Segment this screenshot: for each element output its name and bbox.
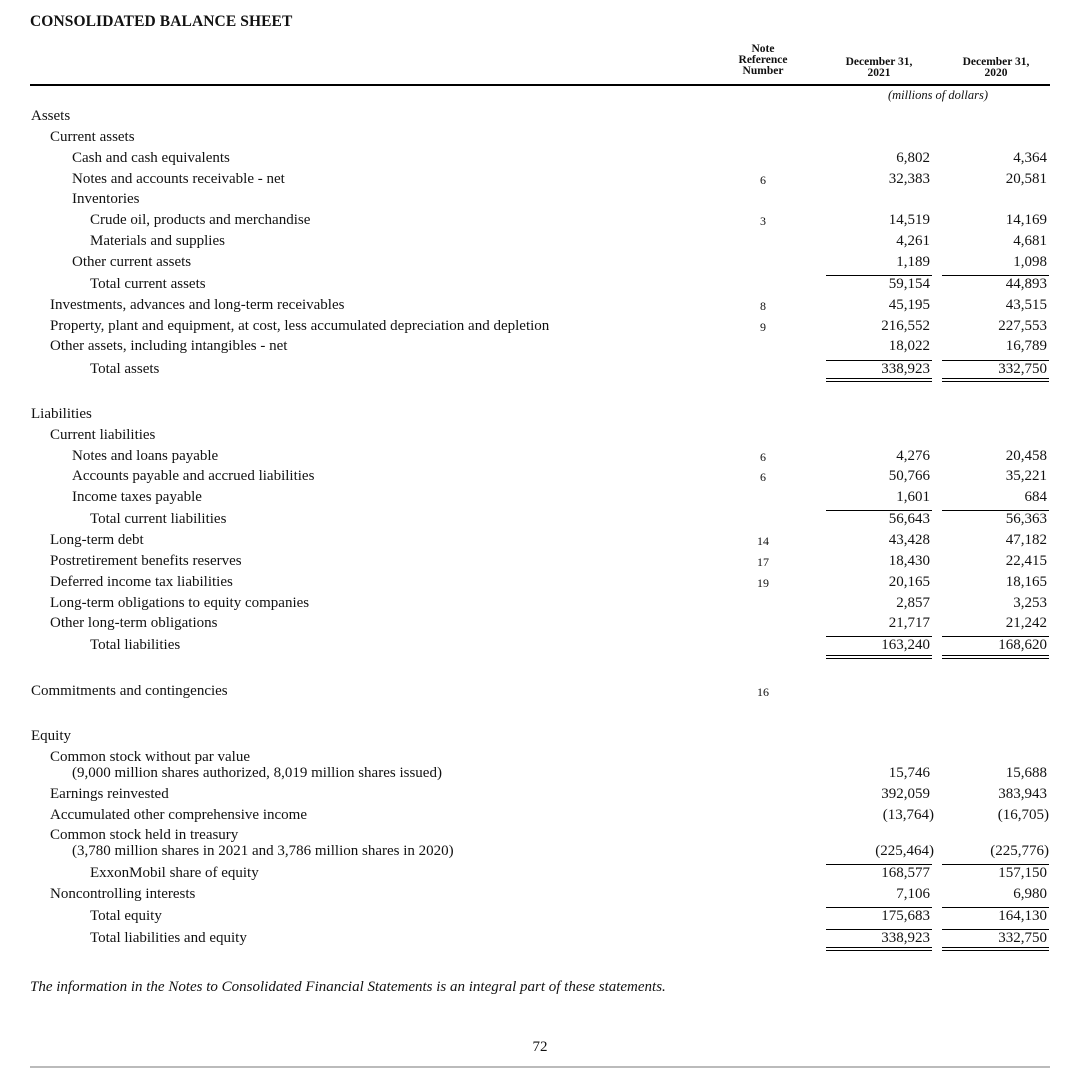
table-row bbox=[0, 615, 1080, 636]
value-2020: 14,169 bbox=[1005, 212, 1047, 228]
value-2021: 175,683 bbox=[881, 908, 930, 924]
note-reference: 17 bbox=[757, 555, 769, 569]
value-2021: 21,717 bbox=[888, 615, 930, 631]
row-label: Equity bbox=[31, 728, 71, 744]
value-2020: 56,363 bbox=[1005, 511, 1047, 527]
table-row bbox=[0, 254, 1080, 275]
value-2021: 338,923 bbox=[881, 361, 930, 377]
value-2021: 15,746 bbox=[888, 765, 930, 781]
value-2020: 20,458 bbox=[1005, 448, 1047, 464]
row-label: Notes and loans payable bbox=[72, 448, 219, 464]
value-2021: 59,154 bbox=[888, 276, 930, 292]
value-2020: 4,364 bbox=[1013, 150, 1047, 166]
row-label: Long-term debt bbox=[50, 532, 144, 548]
value-2021: 4,261 bbox=[896, 233, 930, 249]
note-reference: 6 bbox=[760, 173, 766, 187]
row-label: Total liabilities and equity bbox=[90, 930, 247, 946]
header-line: 2020 bbox=[984, 67, 1008, 79]
subtotal-row bbox=[0, 511, 1080, 532]
row-label: Income taxes payable bbox=[72, 489, 202, 505]
table-row bbox=[0, 297, 1080, 318]
value-2020: 4,681 bbox=[1013, 233, 1047, 249]
row-label: Assets bbox=[31, 108, 71, 124]
row-label: Commitments and contingencies bbox=[31, 683, 228, 699]
subtotal-row bbox=[0, 276, 1080, 297]
row-label: Total current liabilities bbox=[90, 511, 227, 527]
value-2021: 45,195 bbox=[888, 297, 930, 313]
value-2020: 168,620 bbox=[998, 637, 1047, 653]
value-2020: 383,943 bbox=[998, 786, 1047, 802]
subtotal-row bbox=[0, 865, 1080, 886]
section-heading-liabilities bbox=[0, 406, 1080, 427]
subsection-heading bbox=[0, 191, 1080, 212]
double-underline bbox=[826, 947, 932, 951]
note-reference: 6 bbox=[760, 450, 766, 464]
row-label: Common stock held in treasury bbox=[50, 827, 239, 843]
table-row bbox=[0, 212, 1080, 233]
table-row bbox=[0, 595, 1080, 616]
row-label: Current assets bbox=[50, 129, 135, 145]
table-row bbox=[0, 827, 1080, 864]
value-2020: 157,150 bbox=[998, 865, 1047, 881]
row-label: Accounts payable and accrued liabilities bbox=[72, 468, 315, 484]
row-label: Other long-term obligations bbox=[50, 615, 218, 631]
value-2021: 18,430 bbox=[888, 553, 930, 569]
value-2020: 164,130 bbox=[998, 908, 1047, 924]
header-line: 2021 bbox=[867, 67, 891, 79]
note-reference-header bbox=[728, 44, 798, 77]
value-2020: 44,893 bbox=[1005, 276, 1047, 292]
row-label: Investments, advances and long-term receivables bbox=[50, 297, 345, 313]
value-2021: 56,643 bbox=[888, 511, 930, 527]
row-label: Cash and cash equivalents bbox=[72, 150, 230, 166]
value-2021: 18,022 bbox=[888, 338, 930, 354]
value-2021: 392,059 bbox=[881, 786, 930, 802]
note-reference: 14 bbox=[757, 534, 769, 548]
double-underline bbox=[826, 378, 932, 382]
subsection-heading bbox=[0, 427, 1080, 448]
note-reference: 19 bbox=[757, 576, 769, 590]
value-2020: 20,581 bbox=[1005, 171, 1047, 187]
row-label: Notes and accounts receivable - net bbox=[72, 171, 285, 187]
value-2021: 32,383 bbox=[888, 171, 930, 187]
row-sublabel: (3,780 million shares in 2021 and 3,786 million shares in 2020) bbox=[72, 843, 454, 859]
row-label: Postretirement benefits reserves bbox=[50, 553, 242, 569]
units-caption: (millions of dollars) bbox=[887, 88, 988, 102]
value-2020: 332,750 bbox=[998, 930, 1047, 946]
header-line: Note bbox=[751, 43, 775, 55]
row-label: Deferred income tax liabilities bbox=[50, 574, 233, 590]
note-reference: 16 bbox=[757, 685, 769, 699]
value-2021: 7,106 bbox=[896, 886, 930, 902]
value-2021: 2,857 bbox=[896, 595, 930, 611]
double-underline bbox=[942, 947, 1049, 951]
row-label: Liabilities bbox=[31, 406, 92, 422]
subtotal-row bbox=[0, 908, 1080, 929]
page-number: 72 bbox=[532, 1039, 548, 1055]
row-label: Long-term obligations to equity companies bbox=[50, 595, 310, 611]
note-reference: 8 bbox=[760, 299, 766, 313]
row-label: Noncontrolling interests bbox=[50, 886, 196, 902]
value-2021: 1,601 bbox=[896, 489, 930, 505]
subsection-heading bbox=[0, 129, 1080, 150]
section-heading-assets bbox=[0, 108, 1080, 129]
row-label: Other assets, including intangibles - net bbox=[50, 338, 288, 354]
table-row bbox=[0, 807, 1080, 828]
page-title: CONSOLIDATED BALANCE SHEET bbox=[30, 13, 293, 30]
value-2021: 216,552 bbox=[881, 318, 930, 334]
value-2021: (225,464) bbox=[875, 843, 934, 859]
value-2020: 15,688 bbox=[1005, 765, 1047, 781]
value-2020: 35,221 bbox=[1005, 468, 1047, 484]
table-row bbox=[0, 338, 1080, 359]
header-line: December 31, bbox=[845, 56, 913, 68]
table-row bbox=[0, 574, 1080, 595]
value-2020: 6,980 bbox=[1013, 886, 1047, 902]
double-underline bbox=[942, 378, 1049, 382]
footer-rule bbox=[30, 1066, 1050, 1068]
header-line: Number bbox=[742, 65, 784, 77]
value-2021: 43,428 bbox=[888, 532, 930, 548]
note-reference: 9 bbox=[760, 320, 766, 334]
value-2021: 1,189 bbox=[896, 254, 930, 270]
row-label: ExxonMobil share of equity bbox=[90, 865, 259, 881]
row-label: Total liabilities bbox=[90, 637, 181, 653]
value-2020: 18,165 bbox=[1005, 574, 1047, 590]
row-label: Other current assets bbox=[72, 254, 192, 270]
row-label: Crude oil, products and merchandise bbox=[90, 212, 311, 228]
table-row bbox=[0, 786, 1080, 807]
note-reference: 6 bbox=[760, 470, 766, 484]
value-2021: 20,165 bbox=[888, 574, 930, 590]
row-label: Total equity bbox=[90, 908, 162, 924]
value-2020: 1,098 bbox=[1013, 254, 1047, 270]
table-row bbox=[0, 886, 1080, 907]
table-row bbox=[0, 448, 1080, 469]
header-line: December 31, bbox=[962, 56, 1030, 68]
row-label: Total current assets bbox=[90, 276, 206, 292]
row-label: Common stock without par value bbox=[50, 749, 250, 765]
row-label: Materials and supplies bbox=[90, 233, 225, 249]
value-2020: 43,515 bbox=[1005, 297, 1047, 313]
double-underline bbox=[942, 655, 1049, 659]
value-2020: 3,253 bbox=[1013, 595, 1047, 611]
table-row bbox=[0, 150, 1080, 171]
header-line: Reference bbox=[738, 54, 788, 66]
value-2020: 332,750 bbox=[998, 361, 1047, 377]
table-row bbox=[0, 233, 1080, 254]
row-label: Property, plant and equipment, at cost, less accumulated depreciation and depletion bbox=[50, 318, 550, 334]
note-reference: 3 bbox=[760, 214, 766, 228]
value-2021: 338,923 bbox=[881, 930, 930, 946]
value-2020: (225,776) bbox=[990, 843, 1049, 859]
value-2021: 6,802 bbox=[896, 150, 930, 166]
table-row bbox=[0, 749, 1080, 786]
value-2020: 21,242 bbox=[1005, 615, 1047, 631]
value-2020: 16,789 bbox=[1005, 338, 1047, 354]
table-row bbox=[0, 683, 1080, 704]
table-row bbox=[0, 468, 1080, 489]
table-row bbox=[0, 553, 1080, 574]
double-underline bbox=[826, 655, 932, 659]
row-label: Total assets bbox=[90, 361, 160, 377]
value-2020: 227,553 bbox=[998, 318, 1047, 334]
row-label: Current liabilities bbox=[50, 427, 156, 443]
section-heading-equity bbox=[0, 728, 1080, 749]
value-2020: 47,182 bbox=[1005, 532, 1047, 548]
value-2020: 22,415 bbox=[1005, 553, 1047, 569]
table-row bbox=[0, 489, 1080, 510]
value-2021: 14,519 bbox=[888, 212, 930, 228]
value-2021: 163,240 bbox=[881, 637, 930, 653]
row-label: Earnings reinvested bbox=[50, 786, 169, 802]
table-row bbox=[0, 532, 1080, 553]
value-2021: 4,276 bbox=[896, 448, 930, 464]
header-rule bbox=[30, 84, 1050, 86]
value-2021: 168,577 bbox=[881, 865, 930, 881]
column-header-2021 bbox=[828, 57, 930, 79]
row-sublabel: (9,000 million shares authorized, 8,019 million shares issued) bbox=[72, 765, 442, 781]
value-2021: 50,766 bbox=[888, 468, 930, 484]
row-label: Accumulated other comprehensive income bbox=[50, 807, 307, 823]
value-2020: 684 bbox=[1024, 489, 1047, 505]
value-2020: (16,705) bbox=[997, 807, 1049, 823]
row-label: Inventories bbox=[72, 191, 140, 207]
table-row bbox=[0, 171, 1080, 192]
table-row bbox=[0, 318, 1080, 339]
value-2021: (13,764) bbox=[882, 807, 934, 823]
column-header-2020 bbox=[944, 57, 1048, 79]
footnote: The information in the Notes to Consolidated Financial Statements is an integral part of these statements. bbox=[30, 979, 666, 995]
